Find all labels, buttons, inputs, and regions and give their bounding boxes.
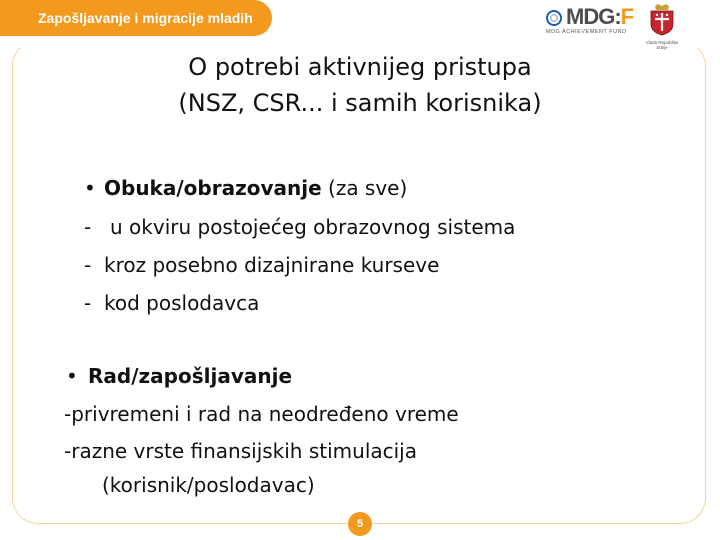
section2-line: (korisnik/poslodavac) (102, 473, 315, 497)
section1-item-text: kroz posebno dizajnirane kurseve (104, 253, 440, 277)
slide-title-line-2: (NSZ, CSR... i samih korisnika) (178, 89, 542, 117)
bullet-marker: • (84, 176, 96, 200)
mdgif-logo-accent: F (620, 4, 634, 29)
header-band (0, 0, 272, 36)
section1-heading-bold: Obuka/obrazovanje (104, 176, 322, 200)
crest-caption: Vlada Republike Srbije (645, 40, 679, 50)
dash-marker: - (84, 253, 92, 277)
mdgif-logo: MDG:F (566, 4, 634, 29)
dash-marker: - (84, 291, 92, 315)
dash-marker: - (84, 215, 92, 239)
header-title: Zapošljavanje i migracije mladih (38, 10, 253, 26)
section1-item-text: u okviru postojećeg obrazovnog sistema (110, 215, 516, 239)
serbia-crest-icon (649, 4, 675, 36)
mdgif-logo-main: MDG (566, 4, 615, 29)
section1-heading-rest: (za sve) (321, 176, 408, 200)
page-number-badge: 5 (348, 512, 372, 536)
section2-line: -privremeni i rad na neodređeno vreme (64, 402, 459, 426)
section2-line: -razne vrste finansijskih stimulacija (64, 439, 417, 463)
section1-item-text: kod poslodavca (104, 291, 260, 315)
section2-heading-bold: Rad/zapošljavanje (88, 364, 293, 388)
bullet-marker: • (66, 364, 78, 388)
un-globe-icon (546, 10, 562, 26)
slide-title-line-1: O potrebi aktivnijeg pristupa (188, 53, 532, 81)
mdgif-logo-subtitle: MDG ACHIEVEMENT FUND (546, 29, 627, 35)
